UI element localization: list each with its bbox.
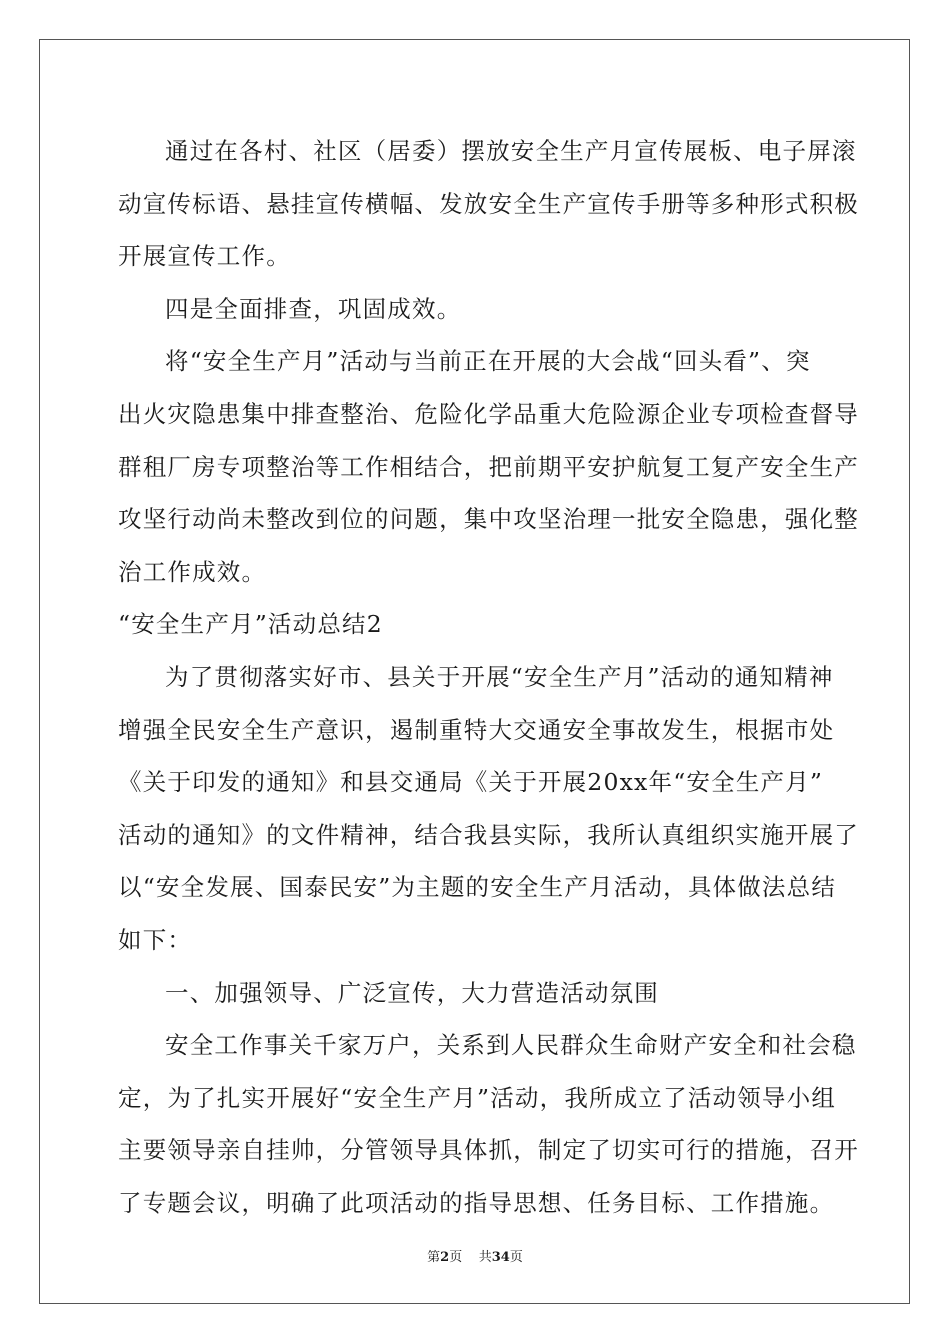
text-line: 以“安全发展、国泰民安”为主题的安全生产月活动，具体做法总结 <box>118 873 837 902</box>
text-line: 增强全民安全生产意识，遏制重特大交通安全事故发生，根据市处 <box>118 715 835 744</box>
page-footer <box>0 1246 950 1265</box>
text-line: 安全工作事关千家万户，关系到人民群众生命财产安全和社会稳 <box>165 1031 857 1060</box>
page-unit: 页 <box>449 1250 463 1265</box>
page-prefix: 第 <box>427 1250 441 1265</box>
text-line: 动宣传标语、悬挂宣传横幅、发放安全生产宣传手册等多种形式积极 <box>118 189 859 218</box>
text-line: 了专题会议，明确了此项活动的指导思想、任务目标、工作措施。 <box>118 1188 835 1217</box>
document-title: “安全生产月”活动总结2 <box>118 610 383 639</box>
text-line: 治工作成效。 <box>118 557 267 586</box>
text-line: 为了贯彻落实好市、县关于开展“安全生产月”活动的通知精神 <box>165 662 834 691</box>
text-line: 出火灾隐患集中排查整治、危险化学品重大危险源企业专项检查督导 <box>118 399 859 428</box>
text-line: 开展宣传工作。 <box>118 242 291 271</box>
section-heading: 一、加强领导、广泛宣传，大力营造活动氛围 <box>165 978 659 1007</box>
text-line: 《关于印发的通知》和县交通局《关于开展20xx年“安全生产月” <box>118 768 824 797</box>
document-body <box>118 125 859 1229</box>
current-page-number: 2 <box>440 1250 450 1265</box>
text-line: 如下： <box>118 925 193 954</box>
text-line: 通过在各村、社区（居委）摆放安全生产月宣传展板、电子屏滚 <box>165 137 857 165</box>
text-line: 群租厂房专项整治等工作相结合，把前期平安护航复工复产安全生产 <box>118 452 859 481</box>
text-line: 定，为了扎实开展好“安全生产月”活动，我所成立了活动领导小组 <box>118 1083 837 1112</box>
section-heading: 四是全面排查，巩固成效。 <box>165 294 462 323</box>
text-line: 主要领导亲自挂帅，分管领导具体抓，制定了切实可行的措施，召开 <box>118 1136 859 1165</box>
text-line: 将“安全生产月”活动与当前正在开展的大会战“回头看”、突 <box>165 347 811 376</box>
total-page-count: 34 <box>491 1250 510 1265</box>
text-line: 活动的通知》的文件精神，结合我县实际，我所认真组织实施开展了 <box>118 820 859 849</box>
text-line: 攻坚行动尚未整改到位的问题，集中攻坚治理一批安全隐患，强化整 <box>118 505 859 534</box>
total-unit: 页 <box>509 1250 523 1265</box>
total-prefix: 共 <box>478 1250 492 1265</box>
